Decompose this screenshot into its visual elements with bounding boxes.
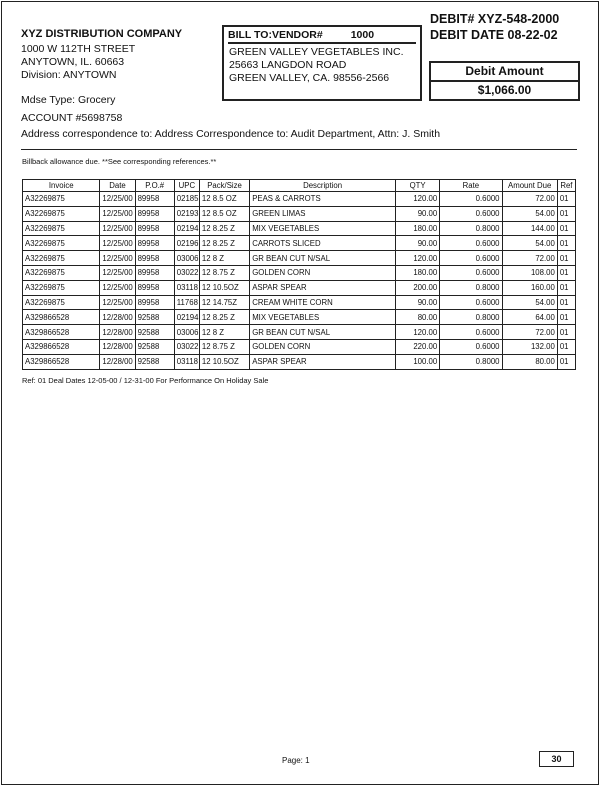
cell-amount-due: 108.00: [502, 265, 557, 280]
cell-po: 89958: [135, 192, 174, 207]
cell-ref: 01: [557, 236, 575, 251]
cell-date: 12/28/00: [100, 325, 135, 340]
cell-amount-due: 72.00: [502, 192, 557, 207]
cell-date: 12/25/00: [100, 280, 135, 295]
cell-pack-size: 12 10.5OZ: [199, 354, 249, 369]
cell-invoice: A32269875: [23, 295, 100, 310]
company-street: 1000 W 112TH STREET: [21, 43, 136, 55]
cell-date: 12/25/00: [100, 236, 135, 251]
cell-date: 12/25/00: [100, 192, 135, 207]
col-header-pack-size: Pack/Size: [199, 180, 249, 192]
cell-amount-due: 72.00: [502, 325, 557, 340]
cell-invoice: A32269875: [23, 265, 100, 280]
cell-amount-due: 54.00: [502, 206, 557, 221]
cell-description: CARROTS SLICED: [250, 236, 396, 251]
cell-pack-size: 12 8 Z: [199, 325, 249, 340]
col-header-upc: UPC: [174, 180, 199, 192]
vendor-number: 1000: [350, 29, 375, 41]
cell-ref: 01: [557, 265, 575, 280]
billback-note: Billback allowance due. **See corresponding references.**: [22, 157, 217, 166]
table-row: [23, 310, 576, 325]
cell-ref: 01: [557, 280, 575, 295]
cell-invoice: A32269875: [23, 280, 100, 295]
cell-po: 89958: [135, 265, 174, 280]
vendor-name: GREEN VALLEY VEGETABLES INC.: [229, 46, 404, 58]
cell-upc: 03022: [174, 339, 199, 354]
cell-pack-size: 12 8 Z: [199, 251, 249, 266]
cell-qty: 200.00: [395, 280, 439, 295]
col-header-description: Description: [250, 180, 396, 192]
cell-amount-due: 144.00: [502, 221, 557, 236]
company-division: Division: ANYTOWN: [21, 69, 117, 81]
cell-invoice: A32269875: [23, 192, 100, 207]
cell-qty: 90.00: [395, 206, 439, 221]
cell-ref: 01: [557, 325, 575, 340]
cell-description: ASPAR SPEAR: [250, 280, 396, 295]
cell-po: 89958: [135, 206, 174, 221]
col-header-qty: QTY: [395, 180, 439, 192]
cell-po: 89958: [135, 280, 174, 295]
cell-date: 12/25/00: [100, 251, 135, 266]
cell-qty: 120.00: [395, 251, 439, 266]
cell-date: 12/28/00: [100, 339, 135, 354]
cell-po: 89958: [135, 221, 174, 236]
cell-date: 12/28/00: [100, 310, 135, 325]
cell-ref: 01: [557, 310, 575, 325]
bill-to-header: [228, 29, 416, 44]
cell-qty: 180.00: [395, 265, 439, 280]
cell-ref: 01: [557, 221, 575, 236]
cell-qty: 120.00: [395, 192, 439, 207]
cell-description: GR BEAN CUT N/SAL: [250, 251, 396, 266]
debit-amount-box: [429, 61, 580, 101]
cell-qty: 120.00: [395, 325, 439, 340]
cell-rate: 0.6000: [440, 325, 502, 340]
company-name: XYZ DISTRIBUTION COMPANY: [21, 28, 183, 40]
vendor-street: 25663 LANGDON ROAD: [229, 59, 347, 71]
correspondence-address: Address correspondence to: Address Correspondence to: Audit Department, Attn: J. Smith: [21, 128, 441, 140]
cell-rate: 0.6000: [440, 192, 502, 207]
vendor-city: GREEN VALLEY, CA. 98556-2566: [229, 72, 390, 84]
cell-invoice: A32269875: [23, 221, 100, 236]
cell-description: GR BEAN CUT N/SAL: [250, 325, 396, 340]
line-items-table: [22, 179, 576, 370]
table-row: [23, 280, 576, 295]
cell-po: 92588: [135, 325, 174, 340]
cell-upc: 03006: [174, 251, 199, 266]
cell-amount-due: 54.00: [502, 295, 557, 310]
cell-rate: 0.6000: [440, 206, 502, 221]
cell-upc: 02185: [174, 192, 199, 207]
cell-rate: 0.6000: [440, 265, 502, 280]
cell-upc: 02196: [174, 236, 199, 251]
cell-description: CREAM WHITE CORN: [250, 295, 396, 310]
cell-description: ASPAR SPEAR: [250, 354, 396, 369]
cell-ref: 01: [557, 339, 575, 354]
cell-ref: 01: [557, 206, 575, 221]
cell-ref: 01: [557, 354, 575, 369]
cell-invoice: A329866528: [23, 310, 100, 325]
debit-amount-value: $1,066.00: [477, 83, 532, 97]
account-number: ACCOUNT #5698758: [21, 112, 123, 124]
cell-qty: 220.00: [395, 339, 439, 354]
col-header-amount-due: Amount Due: [502, 180, 557, 192]
cell-description: MIX VEGETABLES: [250, 221, 396, 236]
cell-rate: 0.6000: [440, 339, 502, 354]
cell-upc: 02194: [174, 221, 199, 236]
cell-rate: 0.8000: [440, 310, 502, 325]
debit-amount-label: Debit Amount: [431, 63, 578, 82]
cell-po: 92588: [135, 310, 174, 325]
cell-rate: 0.6000: [440, 251, 502, 266]
cell-amount-due: 132.00: [502, 339, 557, 354]
cell-po: 89958: [135, 236, 174, 251]
col-header-rate: Rate: [440, 180, 502, 192]
cell-ref: 01: [557, 192, 575, 207]
cell-amount-due: 160.00: [502, 280, 557, 295]
cell-upc: 02193: [174, 206, 199, 221]
cell-po: 92588: [135, 339, 174, 354]
cell-invoice: A329866528: [23, 339, 100, 354]
company-city: ANYTOWN, IL. 60663: [21, 56, 125, 68]
debit-date: DEBIT DATE 08-22-02: [430, 28, 558, 42]
cell-upc: 03022: [174, 265, 199, 280]
cell-description: GOLDEN CORN: [250, 339, 396, 354]
cell-description: GREEN LIMAS: [250, 206, 396, 221]
cell-date: 12/28/00: [100, 354, 135, 369]
cell-pack-size: 12 8.75 Z: [199, 265, 249, 280]
deal-dates-note: Ref: 01 Deal Dates 12-05-00 / 12-31-00 For Performance On Holiday Sale: [22, 376, 269, 385]
cell-po: 92588: [135, 354, 174, 369]
cell-amount-due: 64.00: [502, 310, 557, 325]
cell-rate: 0.6000: [440, 236, 502, 251]
cell-upc: 11768: [174, 295, 199, 310]
cell-rate: 0.8000: [440, 280, 502, 295]
debit-number: DEBIT# XYZ-548-2000: [430, 12, 560, 26]
table-row: [23, 221, 576, 236]
cell-rate: 0.6000: [440, 295, 502, 310]
mdse-type: Mdse Type: Grocery: [21, 94, 116, 106]
cell-upc: 03006: [174, 325, 199, 340]
cell-pack-size: 12 8.25 Z: [199, 236, 249, 251]
col-header-po: P.O.#: [135, 180, 174, 192]
cell-pack-size: 12 8.75 Z: [199, 339, 249, 354]
cell-invoice: A32269875: [23, 206, 100, 221]
cell-description: GOLDEN CORN: [250, 265, 396, 280]
cell-pack-size: 12 8.5 OZ: [199, 192, 249, 207]
bill-to-label: BILL TO:VENDOR#: [228, 29, 323, 41]
cell-invoice: A32269875: [23, 236, 100, 251]
cell-amount-due: 54.00: [502, 236, 557, 251]
cell-qty: 80.00: [395, 310, 439, 325]
cell-description: PEAS & CARROTS: [250, 192, 396, 207]
cell-amount-due: 72.00: [502, 251, 557, 266]
col-header-date: Date: [100, 180, 135, 192]
table-row: [23, 295, 576, 310]
cell-upc: 03118: [174, 280, 199, 295]
cell-date: 12/25/00: [100, 221, 135, 236]
table-row: [23, 206, 576, 221]
cell-invoice: A32269875: [23, 251, 100, 266]
cell-date: 12/25/00: [100, 265, 135, 280]
cell-pack-size: 12 8.5 OZ: [199, 206, 249, 221]
cell-invoice: A329866528: [23, 325, 100, 340]
cell-qty: 100.00: [395, 354, 439, 369]
cell-po: 89958: [135, 251, 174, 266]
cell-amount-due: 80.00: [502, 354, 557, 369]
col-header-invoice: Invoice: [23, 180, 100, 192]
cell-pack-size: 12 10.5OZ: [199, 280, 249, 295]
cell-upc: 03118: [174, 354, 199, 369]
table-row: [23, 354, 576, 369]
bill-to-box: [222, 25, 422, 101]
col-header-ref: Ref: [557, 180, 575, 192]
table-row: [23, 251, 576, 266]
cell-ref: 01: [557, 251, 575, 266]
table-row: [23, 325, 576, 340]
table-row: [23, 265, 576, 280]
cell-pack-size: 12 8.25 Z: [199, 221, 249, 236]
page-number-label: Page: 1: [282, 756, 310, 765]
page-count-box: 30: [539, 751, 574, 767]
cell-date: 12/25/00: [100, 295, 135, 310]
table-row: [23, 339, 576, 354]
divider-line: [21, 149, 577, 150]
cell-rate: 0.8000: [440, 221, 502, 236]
cell-qty: 180.00: [395, 221, 439, 236]
cell-rate: 0.8000: [440, 354, 502, 369]
cell-po: 89958: [135, 295, 174, 310]
cell-pack-size: 12 8.25 Z: [199, 310, 249, 325]
table-row: [23, 236, 576, 251]
table-row: [23, 192, 576, 207]
cell-upc: 02194: [174, 310, 199, 325]
cell-pack-size: 12 14.75Z: [199, 295, 249, 310]
cell-qty: 90.00: [395, 295, 439, 310]
cell-qty: 90.00: [395, 236, 439, 251]
table-header-row: [23, 180, 576, 192]
cell-invoice: A329866528: [23, 354, 100, 369]
cell-description: MIX VEGETABLES: [250, 310, 396, 325]
cell-date: 12/25/00: [100, 206, 135, 221]
cell-ref: 01: [557, 295, 575, 310]
